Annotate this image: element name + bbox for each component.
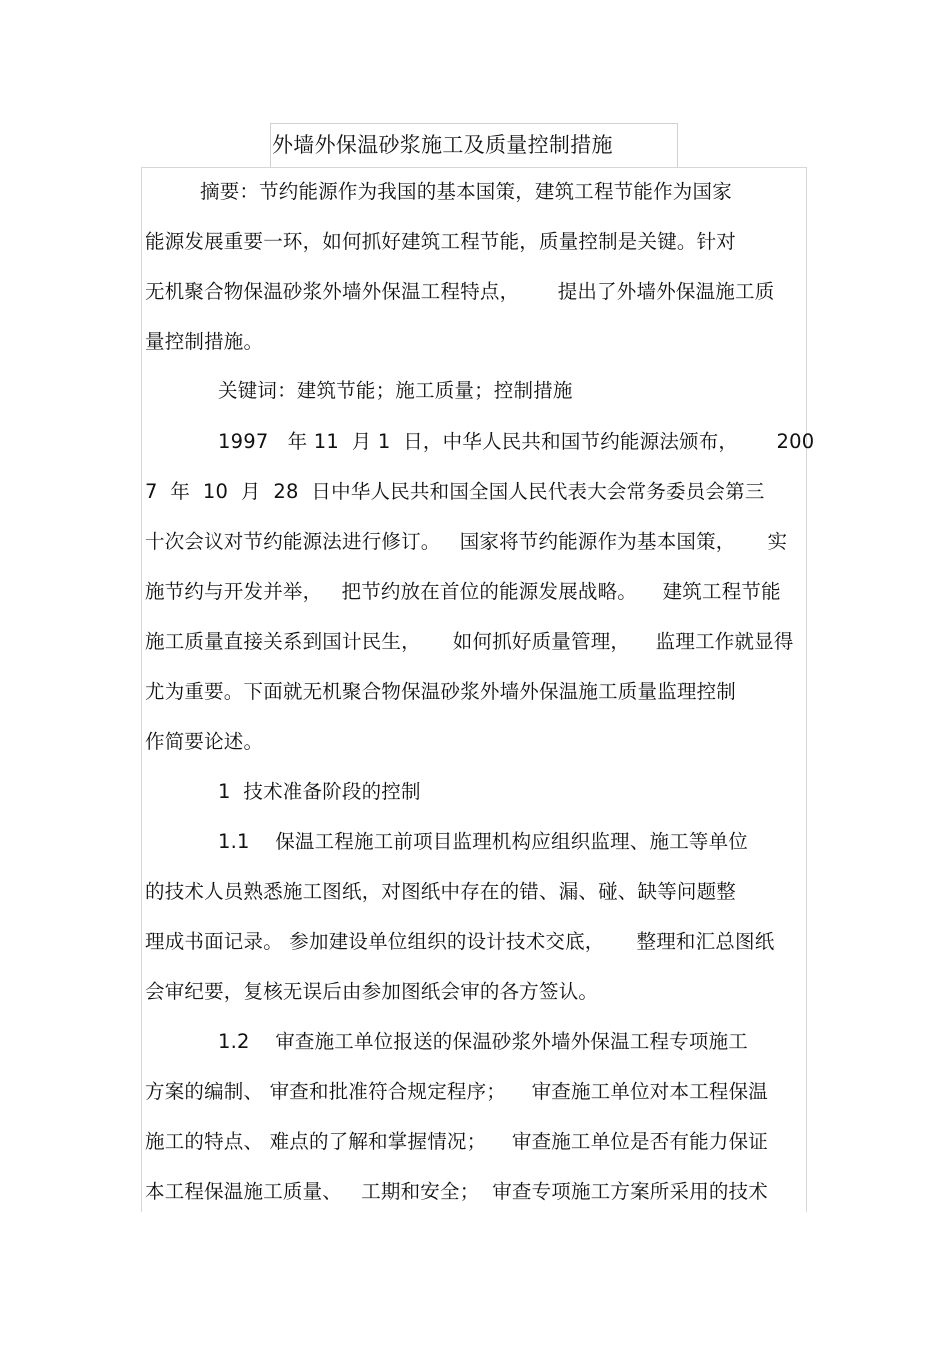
body-line-7: 作简要论述。 (145, 730, 264, 753)
section-1-2-line-2: 方案的编制、 审查和批准符合规定程序； 审查施工单位对本工程保温 (145, 1080, 768, 1103)
section-heading-1: 1 技术准备阶段的控制 (218, 780, 421, 803)
body-line-3: 十次会议对节约能源法进行修订。 国家将节约能源作为基本国策， 实 (145, 530, 788, 553)
section-1-1-line-3: 理成书面记录。 参加建设单位组织的设计技术交底， 整理和汇总图纸 (145, 930, 775, 953)
abstract-line-3: 无机聚合物保温砂浆外墙外保温工程特点， 提出了外墙外保温施工质 (145, 280, 775, 303)
section-1-1-line-4: 会审纪要，复核无误后由参加图纸会审的各方签认。 (145, 980, 599, 1003)
section-1-1-line-2: 的技术人员熟悉施工图纸，对图纸中存在的错、漏、碰、缺等问题整 (145, 880, 737, 903)
body-line-4: 施节约与开发并举， 把节约放在首位的能源发展战略。 建筑工程节能 (145, 580, 781, 603)
body-line-2: 7 年 10 月 28 日中华人民共和国全国人民代表大会常务委员会第三 (145, 480, 765, 503)
abstract-line-2: 能源发展重要一环，如何抓好建筑工程节能，质量控制是关键。针对 (145, 230, 737, 253)
page-title: 外墙外保温砂浆施工及质量控制措施 (272, 133, 613, 157)
body-line-6: 尤为重要。下面就无机聚合物保温砂浆外墙外保温施工质量监理控制 (145, 680, 737, 703)
section-1-2-line-4: 本工程保温施工质量、 工期和安全； 审查专项施工方案所采用的技术 (145, 1180, 768, 1203)
keywords-line: 关键词：建筑节能；施工质量；控制措施 (218, 379, 573, 402)
body-line-5: 施工质量直接关系到国计民生， 如何抓好质量管理， 监理工作就显得 (145, 630, 794, 653)
section-1-2-line-1: 1.2 审查施工单位报送的保温砂浆外墙外保温工程专项施工 (218, 1030, 749, 1053)
section-1-2-line-3: 施工的特点、 难点的了解和掌握情况； 审查施工单位是否有能力保证 (145, 1130, 768, 1153)
section-1-1-line-1: 1.1 保温工程施工前项目监理机构应组织监理、施工等单位 (218, 830, 749, 853)
abstract-line-1: 摘要：节约能源作为我国的基本国策，建筑工程节能作为国家 (200, 180, 732, 203)
abstract-line-4: 量控制措施。 (145, 330, 264, 353)
body-line-1: 1997 年 11 月 1 日，中华人民共和国节约能源法颁布， 200 (218, 430, 815, 453)
